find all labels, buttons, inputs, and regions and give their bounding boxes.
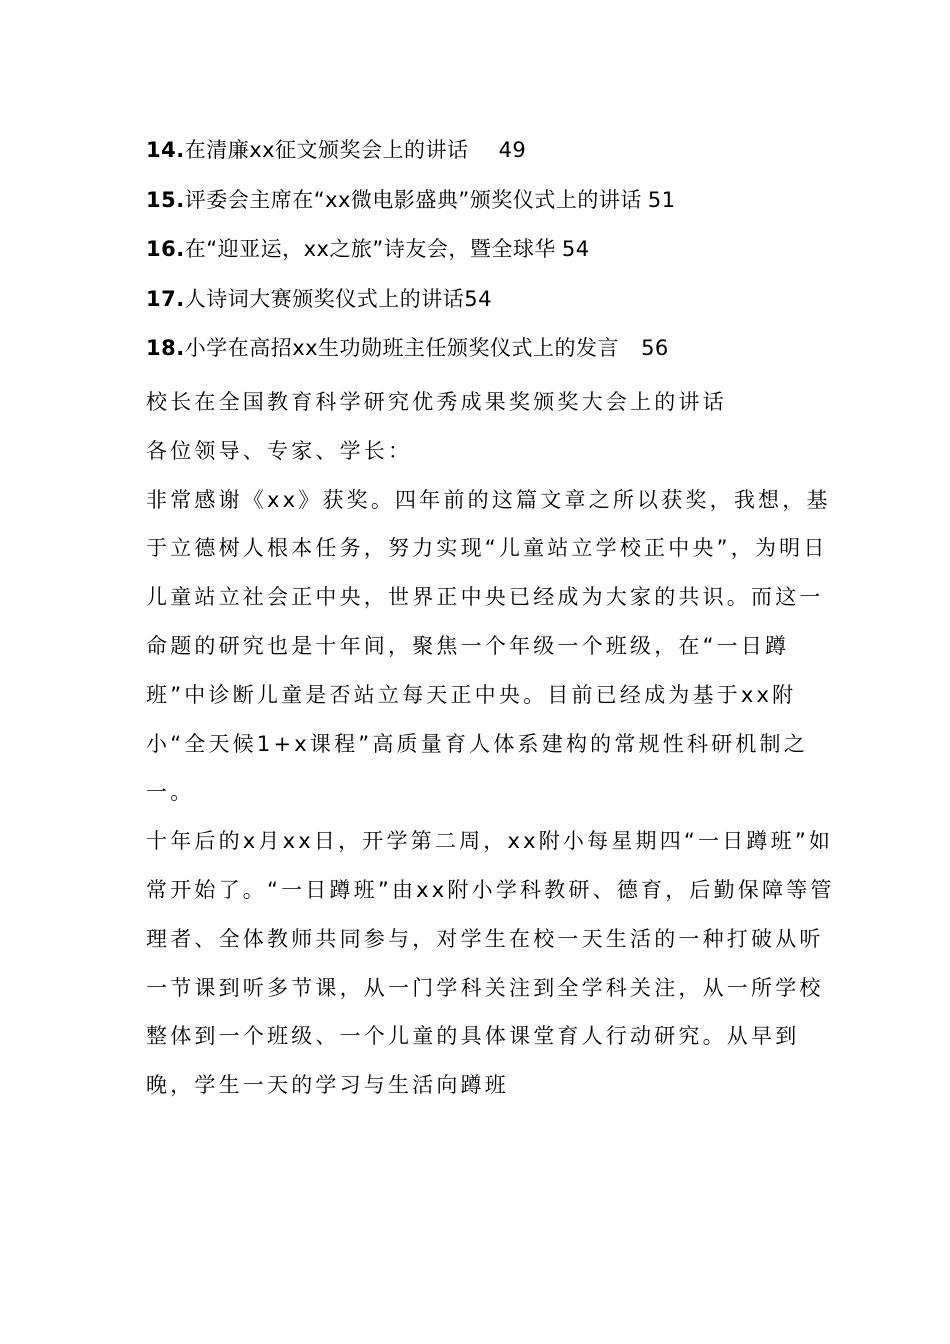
toc-entry-number: 15. (146, 187, 185, 212)
toc-entry-title: 在“迎亚运，xx之旅”诗友会，暨全球华 (184, 237, 556, 261)
paragraph: 十年后的x月xx日，开学第二周，xx附小每星期四“一日蹲班”如常开始了。“一日蹲班”由xx附小学科教研、德育，后勤保障等管理者、全体教师共同参与，对学生在校一天生活的一种打破从听一节课到听多节课，从一门学科关注到全学科关注，从一所学校整体到一个班级、一个儿童的具体课堂育人行动研究。从早到晚，学生一天的学习与生活向蹲班 (146, 829, 835, 1098)
toc-entry-title: 人诗词大赛颁奖仪式上的讲话 (184, 286, 465, 311)
toc-entry (146, 279, 866, 329)
document-title: 校长在全国教育科学研究优秀成果奖颁奖大会上的讲话 (146, 390, 727, 414)
toc-entry (146, 229, 866, 279)
toc-entry-title: 小学在高招xx生功勋班主任颁奖仪式上的发言 (184, 336, 620, 360)
toc-entry-number: 14. (146, 138, 185, 162)
toc-entry (146, 130, 866, 180)
toc-entry-page: 49 (498, 138, 527, 162)
toc-entry-number: 17. (146, 286, 185, 311)
toc-entry-page: 54 (464, 286, 492, 311)
salutation: 各位领导、专家、学长： (146, 438, 413, 463)
table-of-contents (146, 130, 866, 378)
toc-entry-page: 54 (561, 237, 590, 261)
toc-entry-page: 56 (641, 336, 669, 360)
toc-entry-number: 18. (146, 336, 185, 360)
toc-entry-title: 在清廉xx征文颁奖会上的讲话 (184, 138, 469, 162)
toc-entry-number: 16. (146, 237, 185, 261)
toc-entry (146, 180, 866, 230)
paragraph: 非常感谢《xx》获奖。四年前的这篇文章之所以获奖，我想，基于立德树人根本任务，努力实现“儿童站立学校正中央”，为明日儿童站立社会正中央，世界正中央已经成为大家的共识。而这一命题的研究也是十年间，聚焦一个年级一个班级，在“一日蹲班”中诊断儿童是否站立每天正中央。目前已经成为基于xx附小“全天候1+x课程”高质量育人体系建构的常规性科研机制之一。 (146, 487, 831, 805)
document-body (146, 378, 836, 1110)
toc-entry-page: 51 (647, 187, 676, 212)
toc-entry (146, 328, 866, 378)
toc-entry-title: 评委会主席在“xx微电影盛典”颁奖仪式上的讲话 (184, 187, 642, 212)
